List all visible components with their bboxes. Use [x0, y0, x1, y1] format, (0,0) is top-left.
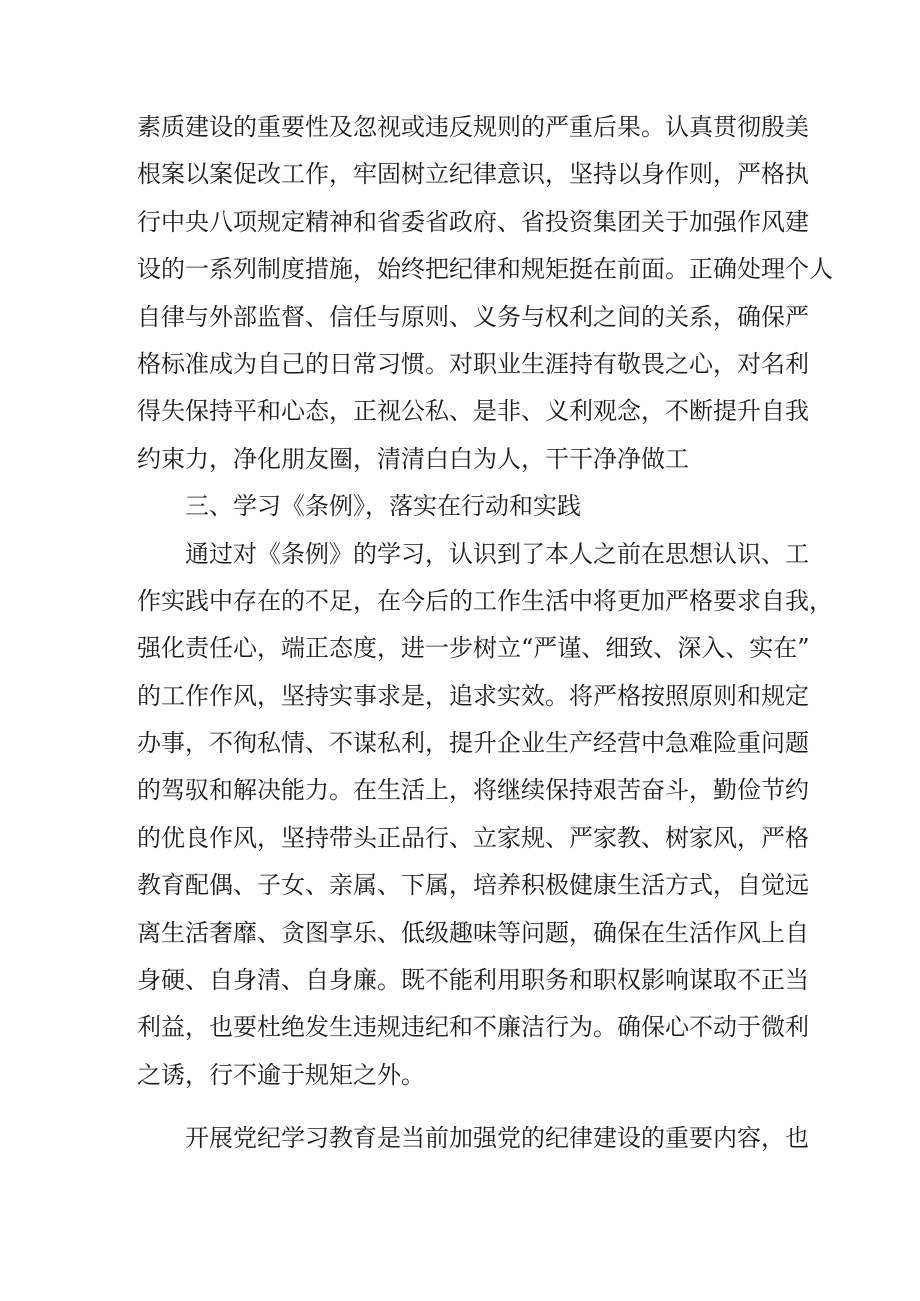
paragraph-action-practice [137, 531, 833, 1100]
text-line: 约束力，净化朋友圈，清清白白为人，干干净净做工 [137, 444, 689, 473]
text-line: 设的一系列制度措施，始终把纪律和规矩挺在前面。正确处理个人 [137, 255, 833, 284]
text-line: 自律与外部监督、信任与原则、义务与权利之间的关系，确保严 [137, 302, 809, 331]
text-line: 素质建设的重要性及忽视或违反规则的严重后果。认真贯彻殷美 [137, 113, 809, 141]
text-line: 格标准成为自己的日常习惯。对职业生涯持有敬畏之心，对名利 [137, 349, 809, 378]
text-line: 开展党纪学习教育是当前加强党的纪律建设的重要内容，也 [185, 1124, 809, 1153]
document-body [137, 104, 833, 1163]
paragraph-discipline-awareness [137, 104, 833, 483]
text-line: 的工作作风，坚持实事求是，追求实效。将严格按照原则和规定 [137, 681, 809, 710]
text-line: 行中央八项规定精神和省委省政府、省投资集团关于加强作风建 [137, 207, 809, 236]
text-line: 得失保持平和心态，正视公私、是非、义利观念，不断提升自我 [137, 397, 809, 426]
text-line: 的优良作风，坚持带头正品行、立家规、严家教、树家风，严格 [137, 823, 809, 852]
section-heading: 三、学习《条例》，落实在行动和实践 [185, 492, 581, 521]
text-line: 之诱，行不逾于规矩之外。 [137, 1060, 425, 1089]
text-line: 作实践中存在的不足，在今后的工作生活中将更加严格要求自我， [137, 586, 833, 615]
paragraph-spacer [137, 1099, 797, 1115]
text-line: 通过对《条例》的学习，认识到了本人之前在思想认识、工 [185, 539, 809, 568]
text-line: 教育配偶、子女、亲属、下属，培养积极健康生活方式，自觉远 [137, 871, 809, 900]
text-line: 根案以案促改工作，牢固树立纪律意识，坚持以身作则，严格执 [137, 160, 809, 189]
text-line: 利益，也要杜绝发生违规违纪和不廉洁行为。确保心不动于微利 [137, 1013, 809, 1042]
text-line: 离生活奢靡、贪图享乐、低级趣味等问题，确保在生活作风上自 [137, 918, 809, 947]
text-line: 的驾驭和解决能力。在生活上，将继续保持艰苦奋斗，勤俭节约 [137, 776, 809, 805]
text-line: 办事，不徇私情、不谋私利，提升企业生产经营中急难险重问题 [137, 729, 809, 758]
paragraph-party-discipline-education [137, 1115, 809, 1162]
text-line: 身硬、自身清、自身廉。既不能利用职务和职权影响谋取不正当 [137, 966, 809, 995]
text-line: 强化责任心，端正态度，进一步树立“严谨、细致、深入、实在” [137, 634, 810, 663]
